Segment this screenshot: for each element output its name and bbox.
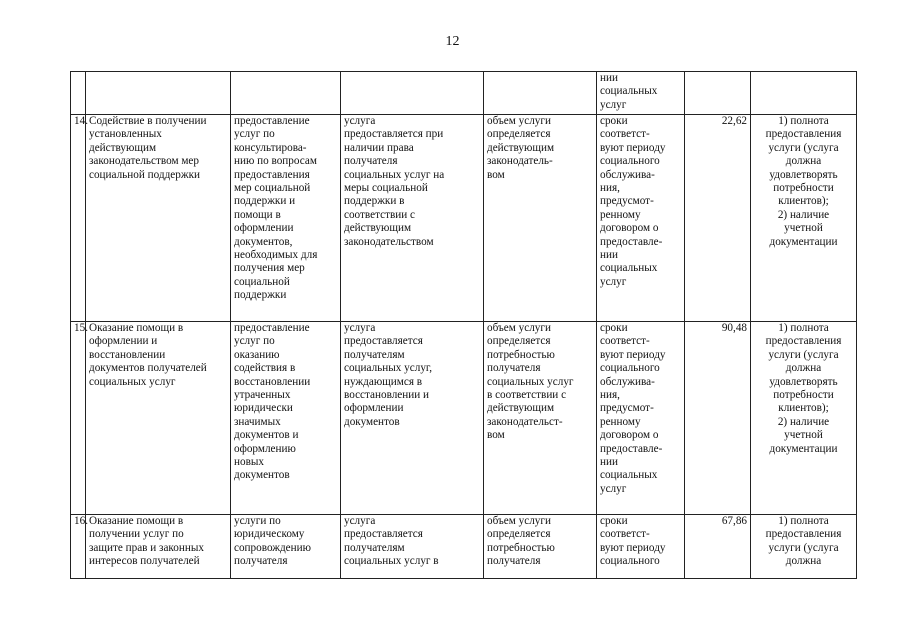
cell-provision-conditions: услуга предоставляется получателям социальных услуг, нуждающимся в восстановлении и оформлении документов <box>341 322 484 515</box>
cell-service-cost: 90,48 <box>685 322 751 515</box>
cell-service-content <box>231 72 341 115</box>
cell-service-content: услуги по юридическому сопровождению получателя <box>231 515 341 579</box>
services-table <box>70 71 857 579</box>
cell-service-content: предоставление услуг по оказанию содействия в восстановлении утраченных юридически значимых документов и оформлению новых документов <box>231 322 341 515</box>
cell-service-name <box>86 72 231 115</box>
cell-service-name: Содействие в получении установленных действующим законодательством мер социальной поддержки <box>86 115 231 322</box>
table-row <box>71 515 857 579</box>
table-row <box>71 322 857 515</box>
table-row-continuation <box>71 72 857 115</box>
cell-service-terms: сроки соответст- вуют периоду социального обслужива- ния, предусмот- ренному договором о предоставле- нии социальных услуг <box>597 115 685 322</box>
cell-service-name: Оказание помощи в оформлении и восстановлении документов получателей социальных услуг <box>86 322 231 515</box>
cell-service-content: предоставление услуг по консультирова- нию по вопросам предоставления мер социальной поддержки и помощи в оформлении документов, необходимых для получения мер социальной поддержки <box>231 115 341 322</box>
cell-service-terms: нии социальных услуг <box>597 72 685 115</box>
cell-service-cost: 67,86 <box>685 515 751 579</box>
cell-number: 14. <box>71 115 86 322</box>
cell-service-terms: сроки соответст- вуют периоду социального <box>597 515 685 579</box>
cell-number: 16. <box>71 515 86 579</box>
page-number: 12 <box>445 34 460 49</box>
table-row <box>71 115 857 322</box>
cell-service-volume: объем услуги определяется потребностью получателя <box>484 515 597 579</box>
cell-service-name: Оказание помощи в получении услуг по защите прав и законных интересов получателей <box>86 515 231 579</box>
cell-number: 15. <box>71 322 86 515</box>
cell-quality-indicators: 1) полнота предоставления услуги (услуга должна <box>751 515 857 579</box>
cell-service-cost: 22,62 <box>685 115 751 322</box>
cell-provision-conditions <box>341 72 484 115</box>
cell-service-terms: сроки соответст- вуют периоду социального обслужива- ния, предусмот- ренному договором о предоставле- нии социальных услуг <box>597 322 685 515</box>
cell-quality-indicators: 1) полнота предоставления услуги (услуга должна удовлетворять потребности клиентов); 2) наличие учетной документации <box>751 115 857 322</box>
cell-quality-indicators <box>751 72 857 115</box>
cell-service-cost <box>685 72 751 115</box>
cell-quality-indicators: 1) полнота предоставления услуги (услуга должна удовлетворять потребности клиентов); 2) наличие учетной документации <box>751 322 857 515</box>
cell-service-volume: объем услуги определяется потребностью получателя социальных услуг в соответствии с действующим законодательст- вом <box>484 322 597 515</box>
cell-service-volume: объем услуги определяется действующим законодатель- вом <box>484 115 597 322</box>
cell-provision-conditions: услуга предоставляется при наличии права получателя социальных услуг на меры социальной поддержки в соответствии с действующим законодательством <box>341 115 484 322</box>
cell-number <box>71 72 86 115</box>
cell-service-volume <box>484 72 597 115</box>
cell-provision-conditions: услуга предоставляется получателям социальных услуг в <box>341 515 484 579</box>
